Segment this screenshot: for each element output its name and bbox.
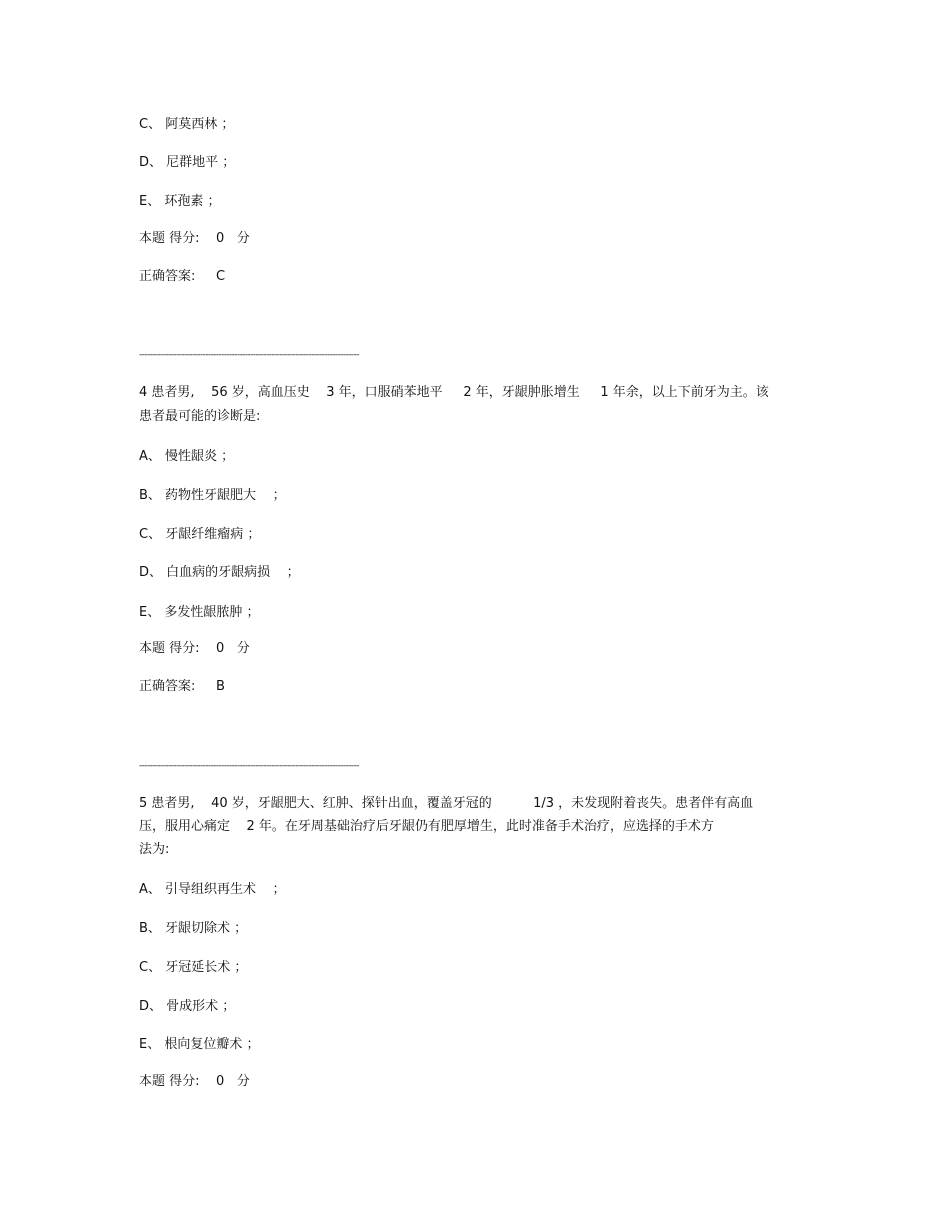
q5-stem-line-2: 压，服用心痛定 2 年。在牙周基础治疗后牙龈仍有肥厚增生，此时准备手术治疗，应选择的手术方: [139, 819, 714, 834]
q5-option-c: C、 牙冠延长术 ；: [139, 960, 248, 975]
q5-option-d: D、 骨成形术 ；: [139, 999, 236, 1014]
q3-correct-answer: 正确答案: C: [139, 269, 226, 284]
separator-1: -----------------------------------------------------------------------------------: [139, 350, 359, 360]
q4-option-b: B、 药物性牙龈肥大 ；: [139, 488, 286, 503]
q3-option-d: D、 尼群地平 ；: [139, 155, 236, 170]
q5-option-a: A、 引导组织再生术 ；: [139, 882, 286, 897]
q5-option-e: E、 根向复位瓣术 ；: [139, 1037, 260, 1052]
q4-option-c: C、 牙龈纤维瘤病 ；: [139, 527, 261, 542]
q4-stem-line-1: 4 患者男, 56 岁，高血压史 3 年，口服硝苯地平 2 年，牙龈肿胀增生 1 年余，以上下前牙为主。该: [139, 385, 769, 400]
q5-score: 本题 得分: 0 分: [139, 1074, 250, 1089]
q3-option-e: E、 环孢素 ；: [139, 194, 221, 209]
separator-2: -----------------------------------------------------------------------------------: [139, 761, 359, 771]
q4-option-e: E、 多发性龈脓肿 ；: [139, 605, 260, 620]
q4-option-a: A、 慢性龈炎 ；: [139, 449, 235, 464]
q4-correct-answer: 正确答案: B: [139, 679, 225, 694]
q5-stem-line-1: 5 患者男, 40 岁，牙龈肥大、红肿、探针出血，覆盖牙冠的 1/3 ，未发现附着丧失。患者伴有高血: [139, 796, 754, 811]
q4-option-d: D、 白血病的牙龈病损 ；: [139, 565, 300, 580]
q3-option-c: C、 阿莫西林 ；: [139, 117, 235, 132]
q3-score: 本题 得分: 0 分: [139, 231, 250, 246]
q4-stem-line-2: 患者最可能的诊断是:: [139, 409, 261, 424]
q5-stem-line-3: 法为:: [139, 842, 170, 857]
q5-option-b: B、 牙龈切除术 ；: [139, 921, 248, 936]
q4-score: 本题 得分: 0 分: [139, 641, 250, 656]
